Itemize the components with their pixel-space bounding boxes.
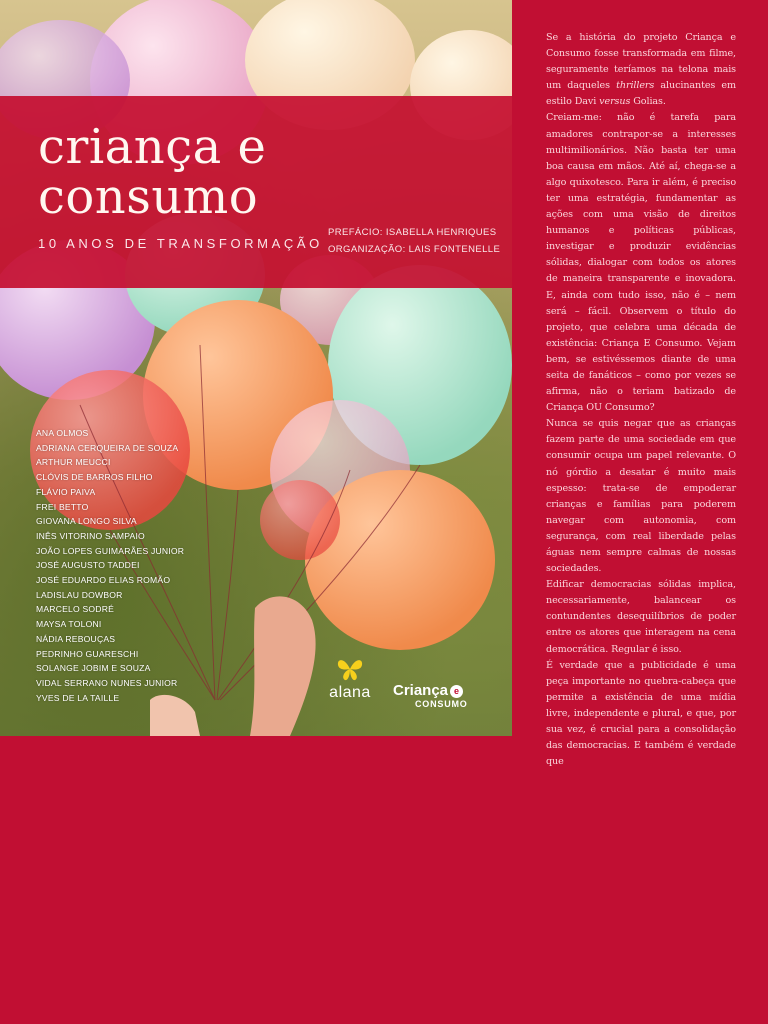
logo-cc-text: Criança: [393, 682, 449, 699]
author-name: JOÃO LOPES GUIMARÃES JUNIOR: [36, 545, 185, 556]
author-name: MARCELO SODRÉ: [36, 604, 115, 615]
paragraph: Edificar democracias sólidas implica, necessariamente, balancear os contundentes desequilíbrios de poder entre os atores que interagem na cena democrática. Regular é isso.: [546, 579, 736, 655]
author-name: ANA OLMOS: [36, 428, 89, 438]
butterfly-icon: [335, 656, 365, 682]
author-name: NÁDIA REBOUÇAS: [36, 633, 116, 644]
preface-credit: PREFÁCIO: ISABELLA HENRIQUES: [328, 227, 497, 238]
author-name: VIDAL SERRANO NUNES JUNIOR: [36, 677, 178, 688]
italic-text: versus: [599, 96, 631, 108]
text-span: Se a história do projeto Criança e Consumo fosse transformada em filme, seguramente teríamos na telona mais um daqueles: [546, 32, 736, 92]
author-name: ADRIANA CERQUEIRA DE SOUZA: [36, 442, 179, 453]
cover-title: [38, 119, 267, 225]
paragraph: Creiam-me: não é tarefa para amadores contrapor-se a interesses multimilionários. Não basta ter uma boa causa em mãos. Até aí, chega-se a algo quixotesco. Para ir além, é preciso ter uma estratégia, fundamentar as ações com uma visão de direitos humanos e políticas públicas, investigar e produzir evidências sólidas, dialogar com todos os atores de maneira transparente e inovadora. E, ainda com tudo isso, não é – nem será – fácil. Observem o título do projeto, que celebra uma década de existência: Criança E Consumo. Vejam bem, se estivéssemos diante de uma seita de fanáticos – como por vezes se afirma, não o teriam batizado de Criança OU Consumo?: [546, 112, 736, 414]
author-name: FLÁVIO PAIVA: [36, 486, 96, 497]
author-name: YVES DE LA TAILLE: [36, 692, 120, 703]
hand: [250, 596, 316, 736]
back-cover-text: [546, 30, 736, 770]
paragraph: É verdade que a publicidade é uma peça importante no quebra-cabeça que permite a existência de uma mídia livre, independente e plural, e que, por sua vez, é crucial para a consolidação das democracias. E também é verdade que: [546, 659, 736, 768]
author-name: FREI BETTO: [36, 501, 89, 512]
author-name: JOSÉ AUGUSTO TADDEI: [36, 560, 140, 571]
cover-subtitle: 10 ANOS DE TRANSFORMAÇÃO: [38, 236, 323, 251]
logo-cc-amp: e: [450, 685, 463, 698]
logo-cc-subtext: CONSUMO: [415, 699, 468, 709]
author-name: PEDRINHO GUARESCHI: [36, 648, 139, 659]
author-name: CLÓVIS DE BARROS FILHO: [36, 472, 153, 483]
author-list: [36, 426, 184, 705]
paragraph: [546, 30, 736, 110]
alana-logo: [320, 656, 380, 702]
author-name: INÊS VITORINO SAMPAIO: [36, 530, 145, 541]
author-name: LADISLAU DOWBOR: [36, 589, 123, 600]
organization-credit: ORGANIZAÇÃO: LAIS FONTENELLE: [328, 244, 501, 255]
author-name: GIOVANA LONGO SILVA: [36, 516, 137, 527]
alana-logo-text: alana: [329, 684, 371, 701]
italic-text: thrillers: [616, 80, 655, 92]
paragraph: Nunca se quis negar que as crianças fazem parte de uma sociedade em que consumir ocupa um papel relevante. O nó górdio a desatar é muito mais espesso: trata-se de empoderar crianças e famílias para poderem navegar com autonomia, com segurança, com real liberdade pelas águas nem sempre calmas de nossas sociedades.: [546, 418, 736, 575]
balloon: [305, 470, 495, 650]
book-cover: [0, 0, 512, 736]
author-name: MAYSA TOLONI: [36, 619, 102, 630]
balloon: [260, 480, 340, 560]
crianca-e-consumo-logo: [393, 683, 468, 709]
author-name: ARTHUR MEUCCI: [36, 457, 111, 468]
author-name: JOSÉ EDUARDO ELIAS ROMÃO: [36, 575, 171, 586]
text-span: Golias.: [630, 96, 666, 108]
cover-title-line: criança e: [38, 119, 267, 175]
author-name: SOLANGE JOBIM E SOUZA: [36, 663, 151, 674]
text-span: alucinantes em estilo Davi: [546, 80, 736, 108]
cover-title-line: consumo: [38, 169, 259, 225]
credits: [328, 224, 500, 258]
